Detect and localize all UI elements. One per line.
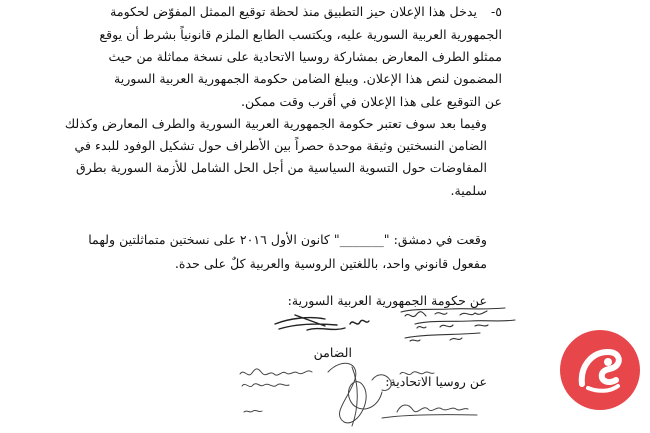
- syria-handwritten-signature: [265, 302, 525, 352]
- item-5-number: ٥-: [490, 4, 502, 19]
- russia-handwritten-signature: [232, 352, 492, 432]
- logo-mark-icon: [558, 328, 642, 412]
- logo-watermark: [558, 328, 642, 412]
- document-page: ٥- يدخل هذا الإعلان حيز التطبيق منذ لحظة توقيع الممثل المفوّض لحكومة الجمهورية العربية السورية عليه، ويكتسب الطابع الملزم قانونياً بشرط أن يوقع ممثلو الطرف المعارض بمشاركة روسيا الاتحادية على نسخة مماثلة من حيث المضمون لنص هذا الإعلان. ويبلغ الضامن حكومة الجمهورية العربية السورية عن التوقيع على هذا الإعلان في أقرب وقت ممكن. وفيما بعد سوف تعتبر حكومة الجمهورية العربية السورية والطرف المعارض وكذلك الضامن النسختين وثيقة موحدة حصراً بين الأطراف حول تشكيل الوفود للبدء في المفاوضات حول التسوية السياسية من أجل الحل الشامل للأزمة السورية بطرق سلمية. وقعت في دمشق: "_______" كانون الأول ٢٠١٦ على نسختين متماثلتين ولهما مفعول قانوني واحد، باللغتين الروسية والعربية كلٌ على حدة. عن حكومة الجمهورية العربية السورية: الضامن عن روسيا الاتحادية:: [0, 0, 650, 433]
